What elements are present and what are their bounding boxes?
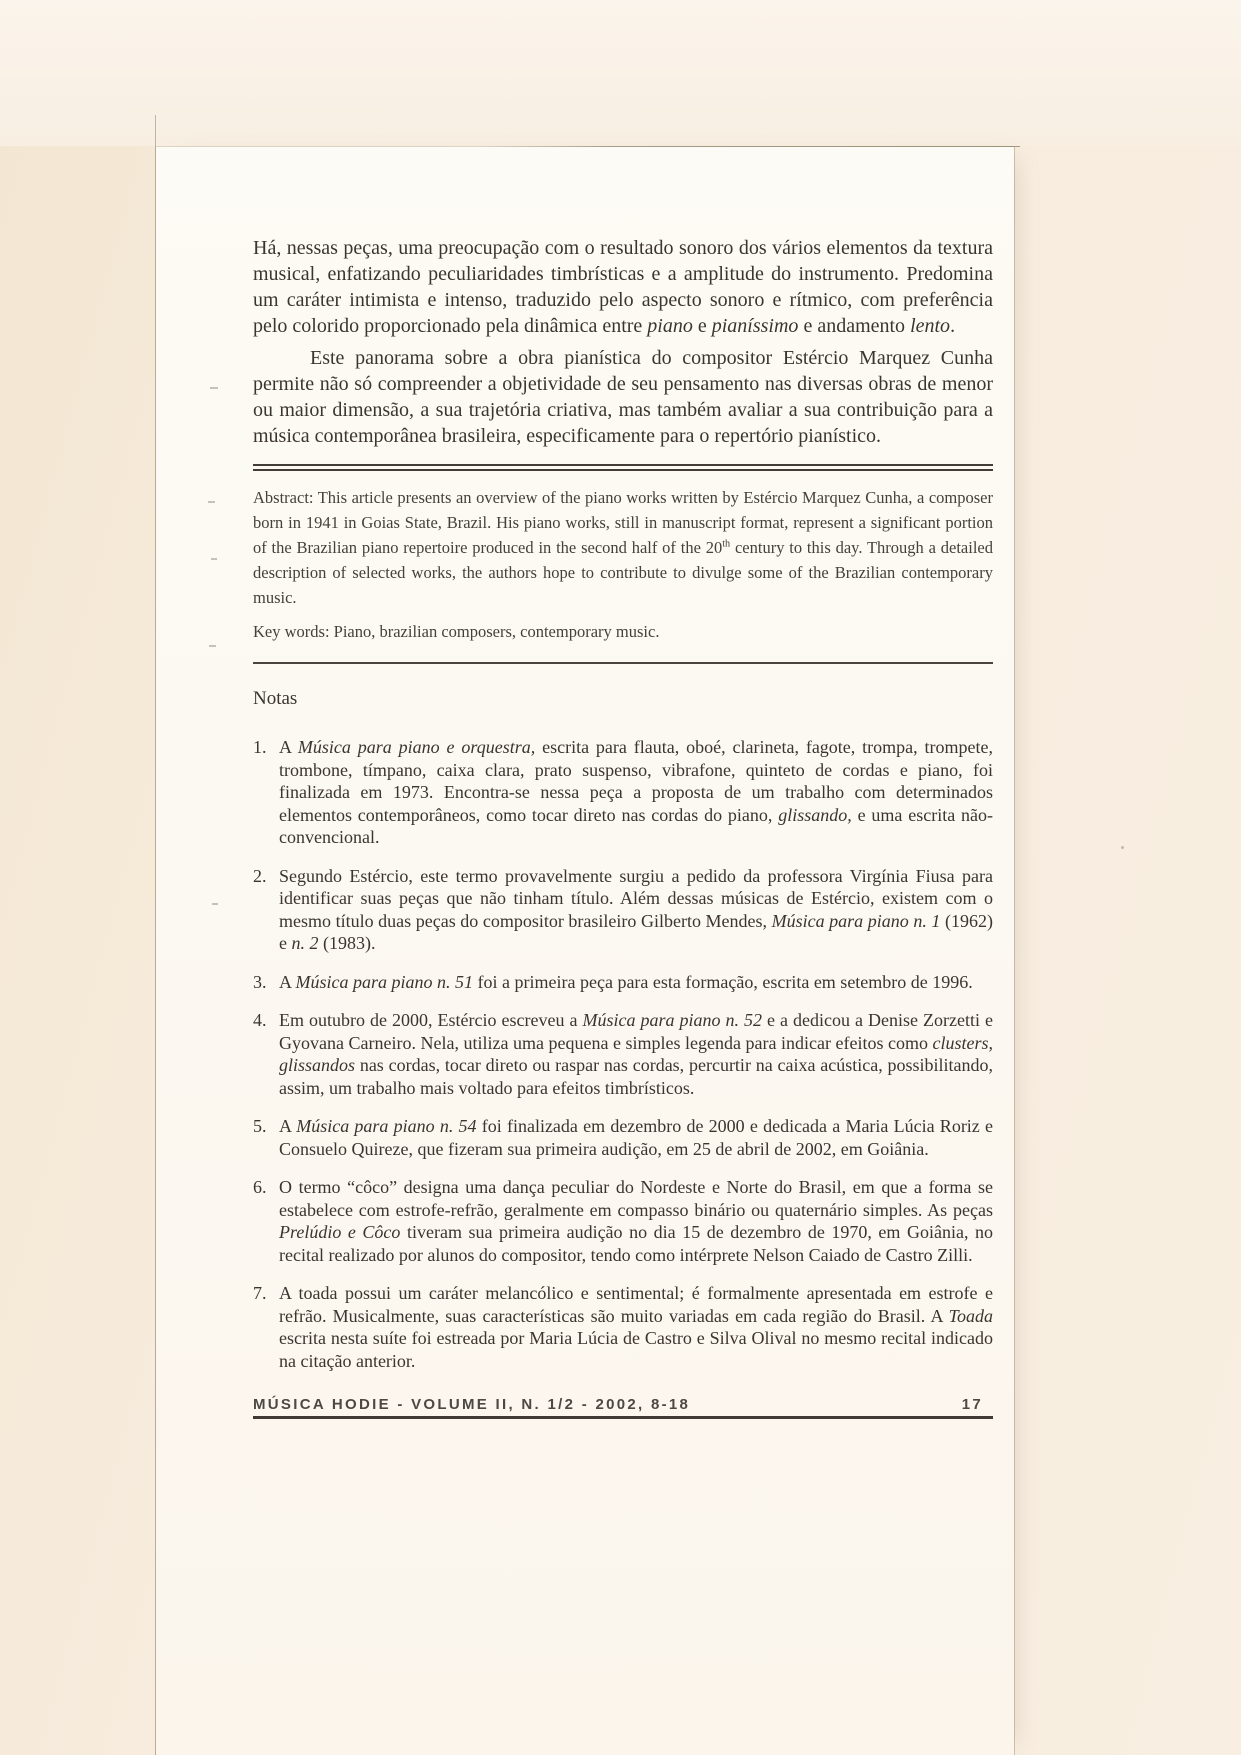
keywords-text: Key words: Piano, brazilian composers, contemporary music.: [253, 622, 660, 641]
note-item: [253, 1009, 993, 1099]
notes-heading: Notas: [253, 688, 298, 709]
background-top-band: [0, 0, 1241, 146]
scan-artifact: [212, 903, 218, 905]
page-top-edge: [480, 146, 1020, 147]
page-left-edge: [155, 115, 156, 147]
note-number: 7.: [253, 1283, 267, 1303]
note-item: [253, 1282, 993, 1372]
note-number: 4.: [253, 1010, 267, 1030]
abstract-text: Abstract: This article presents an overview of the piano works written by Estércio Marquez Cunha, a composer born in 1941 in Goias State, Brazil. His piano works, still in manuscript format, represent a significant portion of the Brazilian piano repertoire produced in the second half of the 20th century to this day. Through a detailed description of selected works, the authors hope to contribute to divulge some of the Brazilian contemporary music.: [253, 488, 993, 607]
note-text: A toada possui um caráter melancólico e sentimental; é formalmente apresentada em estrofe e refrão. Musicalmente, suas características são muito variadas em cada região do Brasil. A Toada escrita nesta suíte foi estreada por Maria Lúcia de Castro e Silva Olival no mesmo recital indicado na citação anterior.: [279, 1283, 993, 1371]
note-text: O termo “côco” designa uma dança peculiar do Nordeste e Norte do Brasil, em que a forma se estabelece com estrofe-refrão, geralmente em compasso binário ou quaternário simples. As peças Prelúdio e Côco tiveram sua primeira audição no dia 15 de dezembro de 1970, em Goiânia, no recital realizado por alunos do compositor, tendo como intérprete Nelson Caiado de Castro Zilli.: [279, 1177, 993, 1265]
note-number: 6.: [253, 1177, 267, 1197]
note-item: [253, 1176, 993, 1266]
journal-citation: MÚSICA HODIE - VOLUME II, N. 1/2 - 2002, 8-18: [253, 1396, 691, 1413]
notes-list: [253, 736, 993, 1372]
scan-artifact: [208, 501, 215, 503]
page-sheet: [156, 147, 1014, 1755]
note-text: A Música para piano n. 51 foi a primeira peça para esta formação, escrita em setembro de 1996.: [279, 971, 973, 992]
page-footer: [253, 1396, 993, 1419]
note-item: [253, 971, 993, 994]
note-number: 3.: [253, 971, 267, 992]
paragraph: Há, nessas peças, uma preocupação com o resultado sonoro dos vários elementos da textura musical, enfatizando peculiaridades timbrísticas e a amplitude do instrumento. Predomina um caráter intimista e intenso, traduzido pelo aspecto sonoro e rítmico, com preferência pelo colorido proporcionado pela dinâmica entre piano e pianíssimo e andamento lento.: [253, 237, 993, 337]
note-text: A Música para piano e orquestra, escrita para flauta, oboé, clarineta, fagote, trompa, trompete, trombone, tímpano, caixa clara, prato suspenso, vibrafone, quinteto de cordas e piano, foi finalizada em 1973. Encontra-se nessa peça a proposta de um trabalho com determinados elementos contemporâneos, como tocar direto nas cordas do piano, glissando, e uma escrita não-convencional.: [279, 737, 994, 847]
note-number: 5.: [253, 1116, 267, 1136]
note-item: [253, 736, 993, 849]
note-item: [253, 865, 993, 955]
footer-rule: [253, 1416, 993, 1419]
note-number: 1.: [253, 737, 267, 757]
note-text: A Música para piano n. 54 foi finalizada em dezembro de 2000 e dedicada a Maria Lúcia Roriz e Consuelo Quireze, que fizeram sua primeira audição, em 25 de abril de 2002, em Goiânia.: [279, 1116, 993, 1159]
article-body: [253, 147, 993, 1419]
section-divider-single: [253, 662, 993, 664]
section-divider-double: [253, 464, 993, 471]
note-text: Em outubro de 2000, Estércio escreveu a Música para piano n. 52 e a dedicou a Denise Zorzetti e Gyovana Carneiro. Nela, utiliza uma pequena e simples legenda para indicar efeitos como clusters, glissandos nas cordas, tocar direto ou raspar nas cordas, percurtir na caixa acústica, possibilitando, assim, um trabalho mais voltado para efeitos timbrísticos.: [279, 1010, 994, 1098]
note-text: Segundo Estércio, este termo provavelmente surgiu a pedido da professora Virgínia Fiusa para identificar suas peças que não tinham título. Além dessas músicas de Estércio, existem com o mesmo título duas peças do compositor brasileiro Gilberto Mendes, Música para piano n. 1 (1962) e n. 2 (1983).: [279, 865, 993, 953]
note-item: [253, 1115, 993, 1160]
scan-artifact: [1121, 846, 1124, 849]
scan-artifact: [210, 387, 218, 389]
scan-artifact: [209, 645, 216, 647]
paragraph: Este panorama sobre a obra pianística do compositor Estércio Marquez Cunha permite não só compreender a objetividade de seu pensamento nas diversas obras de menor ou maior dimensão, a sua trajetória criativa, mas também avaliar a sua contribuição para a música contemporânea brasileira, especificamente para o repertório pianístico.: [253, 347, 993, 447]
page-number: 17: [961, 1396, 983, 1413]
scan-artifact: [211, 558, 217, 560]
note-number: 2.: [253, 865, 267, 886]
